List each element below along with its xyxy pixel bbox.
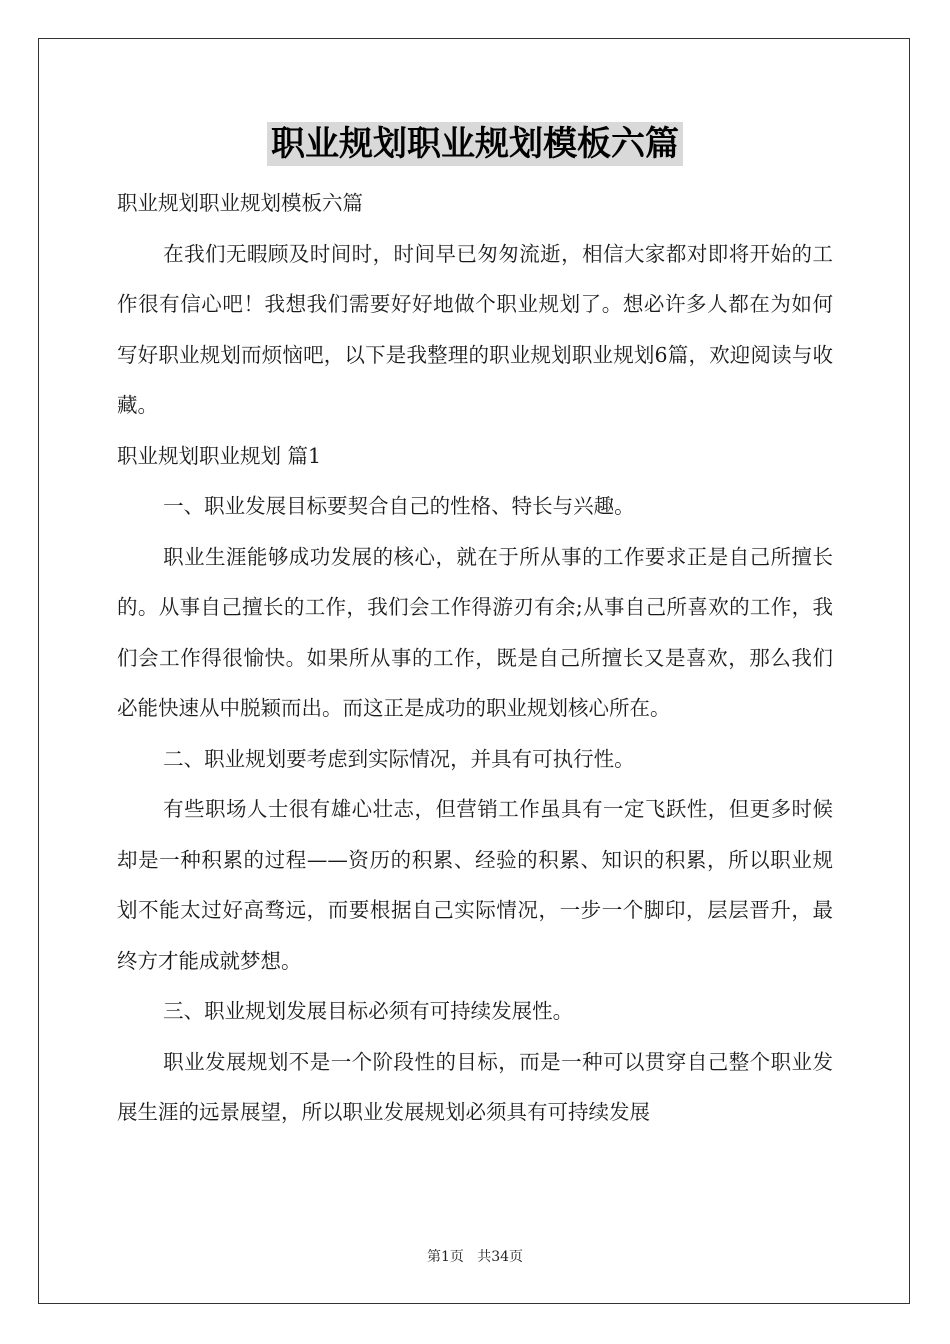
page-number: 第1页 共34页 — [426, 1249, 524, 1265]
paragraph: 二、职业规划要考虑到实际情况，并具有可执行性。 — [163, 746, 635, 771]
paragraph: 职业规划职业规划模板六篇 — [117, 191, 363, 215]
page-footer — [0, 1246, 950, 1266]
paragraph: 职业发展规划不是一个阶段性的目标，而是一种可以贯穿自己整个职业发展生涯的远景展望，所以职业发展规划必须具有可持续发展 — [117, 1049, 833, 1124]
document-title: 职业规划职业规划模板六篇 — [267, 122, 683, 166]
title-container — [0, 122, 950, 166]
paragraph: 有些职场人士很有雄心壮志，但营销工作虽具有一定飞跃性，但更多时候却是一种积累的过程——资历的积累、经验的积累、知识的积累，所以职业规划不能太过好高骛远，而要根据自己实际情况，一步一个脚印，层层晋升，最终方才能成就梦想。 — [117, 797, 833, 973]
paragraph: 一、职业发展目标要契合自己的性格、特长与兴趣。 — [163, 494, 635, 518]
paragraph: 职业生涯能够成功发展的核心，就在于所从事的工作要求正是自己所擅长的。从事自己擅长的工作，我们会工作得游刃有余;从事自己所喜欢的工作，我们会工作得很愉快。如果所从事的工作，既是自己所擅长又是喜欢，那么我们必能快速从中脱颖而出。而这正是成功的职业规划核心所在。 — [117, 544, 833, 720]
paragraph: 职业规划职业规划 篇1 — [117, 443, 322, 468]
document-body — [117, 178, 833, 1138]
paragraph: 三、职业规划发展目标必须有可持续发展性。 — [163, 999, 574, 1023]
paragraph: 在我们无暇顾及时间时，时间早已匆匆流逝，相信大家都对即将开始的工作很有信心吧！我想我们需要好好地做个职业规划了。想必许多人都在为如何写好职业规划而烦恼吧，以下是我整理的职业规划职业规划6篇，欢迎阅读与收藏。 — [117, 241, 833, 417]
